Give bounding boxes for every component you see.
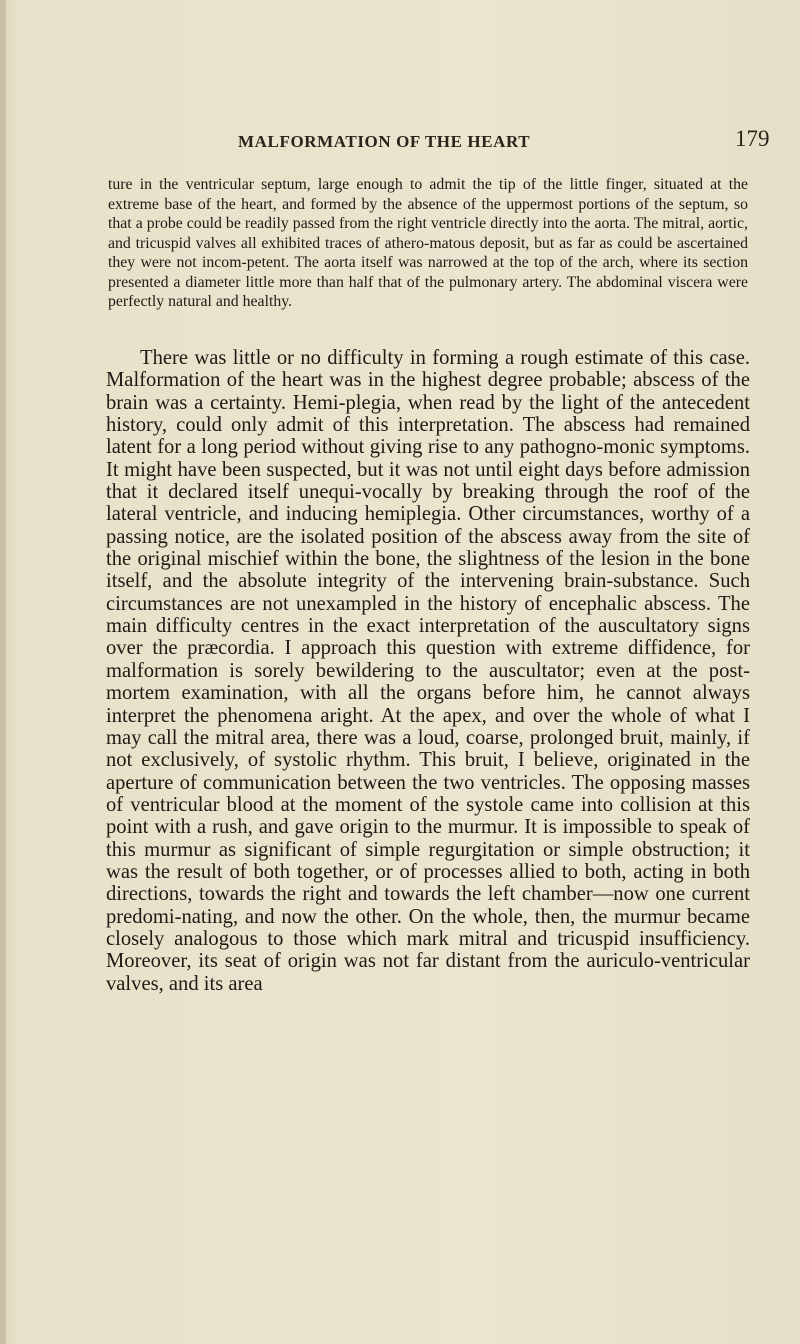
page-gutter-edge [0, 0, 6, 1344]
page-number: 179 [735, 126, 770, 151]
running-title: MALFORMATION OF THE HEART [238, 132, 531, 151]
paragraph-small-print: ture in the ventricular septum, large enough to admit the tip of the little finger, situated at the extreme base of the heart, and formed by the absence of the uppermost portions of the septum, so that a probe could be readily passed from the right ventricle directly into the aorta. The mitral, aortic, and tricuspid valves all exhibited traces of athero-matous deposit, but as far as could be ascertained they were not incom-petent. The aorta itself was narrowed at the top of the arch, where its section presented a diameter little more than half that of the pulmonary artery. The abdominal viscera were perfectly natural and healthy. [108, 176, 748, 311]
paragraph-main: There was little or no difficulty in forming a rough estimate of this case. Malformation of the heart was in the highest degree probable; abscess of the brain was a certainty. Hemi-plegia, when read by the light of the antecedent history, could only admit of this interpretation. The abscess had remained latent for a long period without giving rise to any pathogno-monic symptoms. It might have been suspected, but it was not until eight days before admission that it declared itself unequi-vocally by breaking through the roof of the lateral ventricle, and inducing hemiplegia. Other circumstances, worthy of a passing notice, are the isolated position of the abscess away from the site of the original mischief within the bone, the slightness of the lesion in the bone itself, and the absolute integrity of the intervening brain-substance. Such circumstances are not unexampled in the history of encephalic abscess. The main difficulty centres in the exact interpretation of the auscultatory signs over the præcordia. I approach this question with extreme diffidence, for malformation is sorely bewildering to the auscultator; even at the post-mortem examination, with all the organs before him, he cannot always interpret the phenomena aright. At the apex, and over the whole of what I may call the mitral area, there was a loud, coarse, prolonged bruit, mainly, if not exclusively, of systolic rhythm. This bruit, I believe, originated in the aperture of communication between the two ventricles. The opposing masses of ventricular blood at the moment of the systole came into collision at this point with a rush, and gave origin to the murmur. It is impossible to speak of this murmur as significant of simple regurgitation or simple obstruction; it was the result of both together, or of processes allied to both, acting in both directions, towards the right and towards the left chamber—now one current predomi-nating, and now the other. On the whole, then, the murmur became closely analogous to those which mark mitral and tricuspid insufficiency. Moreover, its seat of origin was not far distant from the auriculo-ventricular valves, and its area [106, 347, 750, 995]
